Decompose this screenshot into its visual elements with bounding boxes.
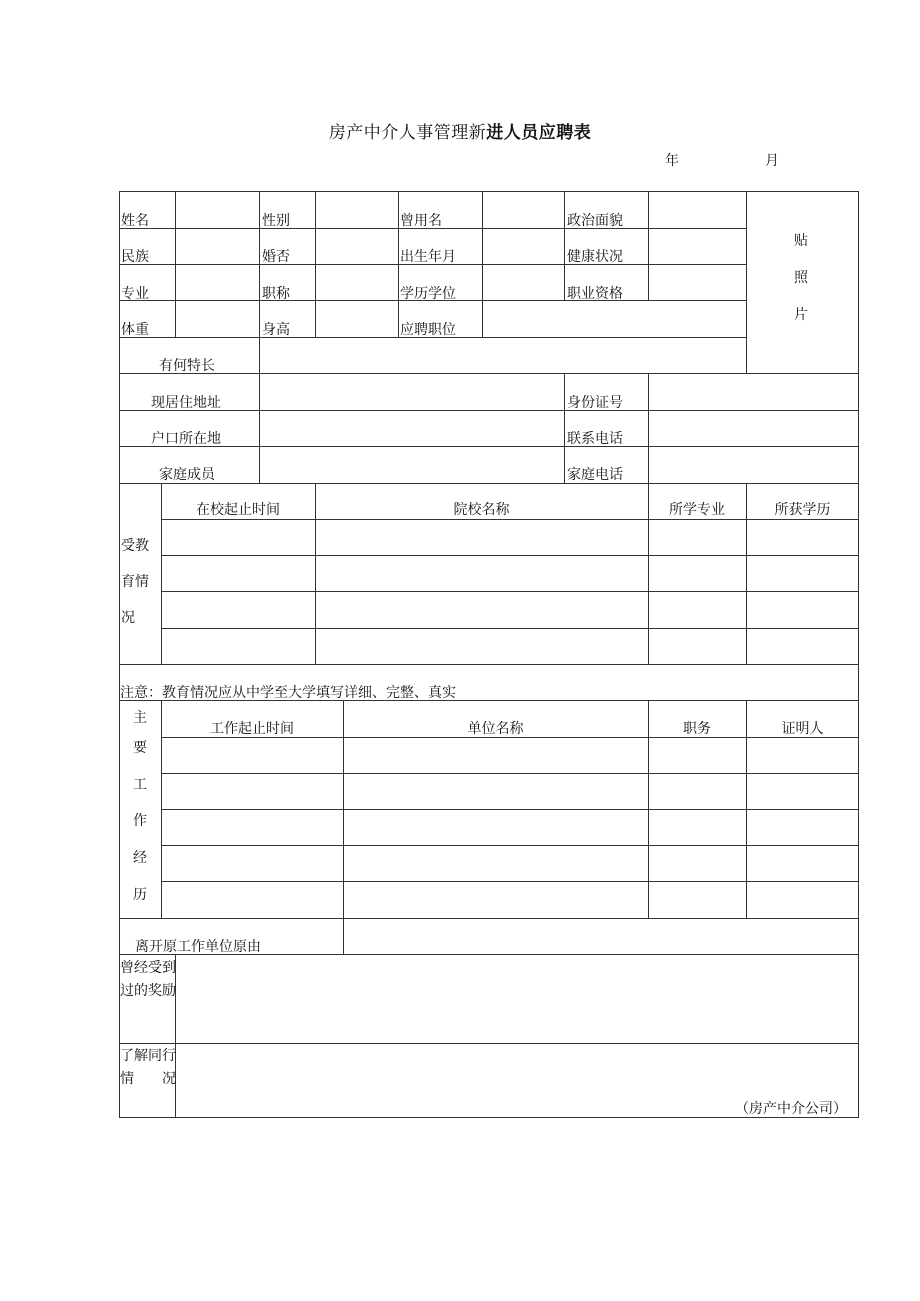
photo-label-2: 照: [794, 270, 808, 286]
work-side-1: 主: [133, 710, 147, 726]
title-text-bold: 进人员应聘表: [486, 123, 592, 143]
photo-label-1: 贴: [794, 233, 808, 249]
month-label: 月: [765, 153, 779, 169]
qualification-label: 职业资格: [567, 286, 623, 302]
education-side-1: 受教: [121, 538, 149, 554]
education-note: 注意：教育情况应从中学至大学填写详细、完整、真实: [120, 685, 456, 701]
work-side-2: 要: [133, 740, 147, 756]
birth-label: 出生年月: [400, 249, 456, 265]
edu-col-time: 在校起止时间: [196, 502, 280, 518]
application-form: [119, 191, 859, 1118]
work-col-witness: 证明人: [781, 721, 824, 737]
education-side-3: 况: [121, 610, 135, 626]
ethnicity-label: 民族: [121, 249, 149, 265]
degree-label: 学历学位: [400, 286, 456, 302]
awards-label: 曾经受到过的奖励: [120, 960, 176, 999]
name-label: 姓名: [121, 213, 149, 229]
year-label: 年: [665, 153, 679, 169]
work-side-6: 历: [133, 887, 147, 903]
former-name-label: 曾用名: [400, 213, 442, 229]
title-text: 房产中介人事管理新: [328, 123, 487, 143]
health-label: 健康状况: [567, 249, 623, 265]
household-label: 户口所在地: [151, 431, 221, 447]
work-col-time: 工作起止时间: [210, 721, 294, 737]
specialty-label: 有何特长: [159, 358, 215, 374]
gender-label: 性别: [262, 213, 290, 229]
position-label: 应聘职位: [400, 322, 456, 338]
photo-label-3: 片: [794, 307, 808, 323]
height-label: 身高: [262, 322, 290, 338]
page-title: [0, 118, 920, 143]
edu-col-major: 所学专业: [669, 502, 725, 518]
work-side-3: 工: [133, 777, 147, 793]
work-col-duty: 职务: [683, 721, 711, 737]
company-label: （房产中介公司）: [735, 1101, 847, 1117]
work-col-unit: 单位名称: [467, 721, 524, 737]
edu-col-school: 院校名称: [453, 502, 510, 518]
education-side-2: 育情: [121, 574, 149, 590]
leave-reason-label: 离开原工作单位原由: [135, 939, 261, 955]
phone-label: 联系电话: [567, 431, 623, 447]
industry-label: 了解同行情况: [120, 1048, 176, 1087]
major-label: 专业: [121, 286, 149, 302]
marital-label: 婚否: [262, 249, 290, 265]
address-label: 现居住地址: [151, 395, 221, 411]
family-label: 家庭成员: [159, 467, 215, 483]
title-label: 职称: [262, 286, 290, 302]
edu-col-degree: 所获学历: [774, 502, 831, 518]
weight-label: 体重: [121, 322, 149, 338]
id-number-label: 身份证号: [567, 395, 623, 411]
political-label: 政治面貌: [567, 213, 623, 229]
work-side-5: 经: [133, 850, 147, 866]
family-phone-label: 家庭电话: [567, 467, 623, 483]
work-side-4: 作: [133, 813, 147, 829]
